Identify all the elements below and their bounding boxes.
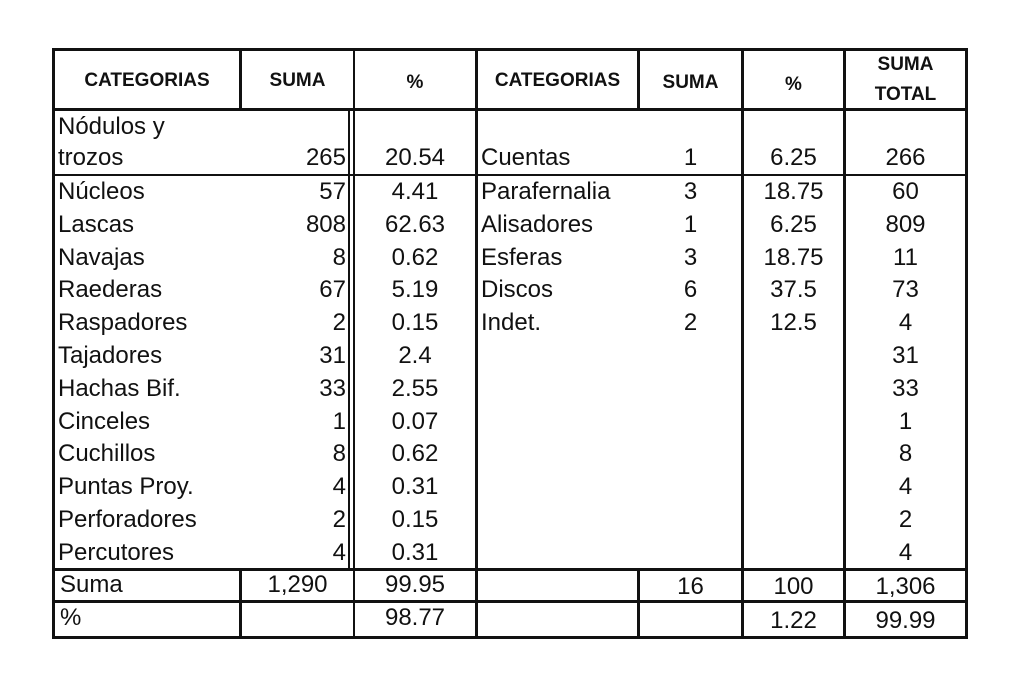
col-divider — [475, 48, 478, 639]
row-divider-header — [52, 108, 968, 111]
cell-suma-2: 1 — [683, 210, 698, 238]
cell-total: 2 — [898, 506, 913, 533]
cell-suma-2: 3 — [683, 178, 698, 205]
cell-category-1-continued: trozos — [58, 144, 124, 171]
cell-category-1: Puntas Proy. — [58, 473, 194, 501]
suma-row-suma1: 1,290 — [267, 571, 328, 598]
cell-category-1: Raspadores — [58, 309, 188, 337]
header-suma-total-line2: TOTAL — [874, 84, 937, 105]
cell-pct-2: 18.75 — [763, 178, 824, 205]
cell-total: 73 — [892, 276, 919, 304]
cell-suma-1: 8 — [332, 243, 346, 271]
cell-suma-1: 31 — [319, 342, 346, 369]
cell-suma-1: 265 — [305, 144, 346, 171]
suma-row-pct1: 99.95 — [384, 571, 446, 598]
cell-suma-1: 2 — [332, 309, 346, 337]
cell-pct-2: 37.5 — [770, 276, 817, 304]
cell-category-1: Navajas — [58, 243, 145, 271]
cell-pct-1: 0.15 — [391, 309, 439, 337]
cell-category-2: Cuentas — [481, 144, 571, 171]
cell-category-1: Raederas — [58, 276, 163, 304]
cell-category-1: Hachas Bif. — [58, 374, 181, 402]
cell-suma-1: 4 — [332, 538, 346, 566]
pct-row-total: 99.99 — [875, 607, 936, 634]
cell-pct-1: 2.55 — [391, 374, 439, 402]
cell-category-2: Parafernalia — [481, 178, 611, 205]
cell-total: 4 — [898, 309, 913, 337]
cell-category-1: Cuchillos — [58, 440, 156, 468]
cell-pct-2: 6.25 — [770, 210, 817, 238]
cell-pct-1: 20.54 — [384, 144, 446, 171]
cell-total: 4 — [898, 473, 913, 501]
cell-suma-1: 8 — [332, 440, 346, 468]
cell-suma-1: 57 — [319, 178, 346, 205]
cell-suma-2: 2 — [683, 309, 698, 337]
row-divider — [52, 568, 968, 571]
cell-pct-1: 2.4 — [398, 342, 432, 369]
cell-pct-1: 0.31 — [391, 538, 439, 566]
cell-total: 4 — [898, 538, 913, 566]
cell-suma-1: 33 — [319, 374, 346, 402]
cell-total: 11 — [893, 243, 918, 271]
pct-row-pct1: 98.77 — [384, 604, 446, 631]
suma-row-pct2: 100 — [773, 573, 814, 600]
cell-suma-1: 67 — [319, 276, 346, 304]
cell-suma-1: 1 — [332, 407, 346, 435]
cell-total: 31 — [892, 342, 919, 369]
cell-total: 266 — [885, 144, 926, 171]
cell-suma-2: 1 — [683, 144, 698, 171]
cell-category-2: Discos — [481, 276, 554, 304]
cell-total: 8 — [898, 440, 913, 468]
cell-suma-1: 808 — [305, 210, 346, 238]
cell-total: 33 — [892, 374, 919, 402]
table-border-left — [52, 48, 55, 639]
cell-suma-1: 4 — [332, 473, 346, 501]
cell-pct-1: 0.62 — [391, 440, 439, 468]
header-suma-total-line1: SUMA — [877, 54, 934, 75]
table-border-right — [965, 48, 968, 639]
col-divider — [741, 48, 744, 639]
header-categorias-2: CATEGORIAS — [494, 70, 621, 91]
cell-category-1: Tajadores — [58, 342, 163, 369]
suma-row-total: 1,306 — [875, 573, 936, 600]
cell-pct-1: 0.31 — [391, 473, 439, 501]
cell-category-2: Indet. — [481, 309, 542, 337]
cell-total: 809 — [885, 210, 926, 238]
cell-category-1: Lascas — [58, 210, 135, 238]
pct-row-pct2: 1.22 — [770, 607, 817, 634]
cell-pct-1: 5.19 — [391, 276, 439, 304]
cell-pct-1: 0.15 — [391, 506, 439, 533]
header-suma-1: SUMA — [269, 70, 326, 91]
cell-total: 60 — [892, 178, 919, 205]
header-pct-2: % — [785, 74, 802, 95]
cell-suma-1: 2 — [332, 506, 346, 533]
cell-pct-1: 0.62 — [391, 243, 439, 271]
cell-category-1: Nódulos y — [58, 113, 165, 140]
col-divider — [348, 110, 350, 569]
cell-category-1: Percutores — [58, 538, 175, 566]
header-suma-2: SUMA — [662, 72, 719, 93]
cell-pct-1: 62.63 — [384, 210, 446, 238]
header-pct-1: % — [406, 72, 424, 93]
cell-suma-2: 3 — [683, 243, 698, 271]
cell-pct-1: 4.41 — [391, 178, 439, 205]
cell-category-2: Esferas — [481, 243, 563, 271]
cell-total: 1 — [898, 407, 913, 435]
row-divider — [52, 174, 968, 176]
cell-category-1: Núcleos — [58, 178, 145, 205]
cell-category-1: Cinceles — [58, 407, 151, 435]
cell-pct-2: 12.5 — [770, 309, 817, 337]
table-border-top — [52, 48, 968, 51]
pct-row-label: % — [60, 604, 82, 631]
cell-category-2: Alisadores — [481, 210, 594, 238]
suma-row-label: Suma — [60, 571, 123, 598]
header-categorias-1: CATEGORIAS — [84, 70, 210, 91]
table-border-bottom — [52, 636, 968, 639]
suma-row-suma2: 16 — [677, 573, 704, 600]
cell-pct-1: 0.07 — [391, 407, 439, 435]
cell-suma-2: 6 — [683, 276, 698, 304]
cell-pct-2: 6.25 — [770, 144, 817, 171]
cell-category-1: Perforadores — [58, 506, 197, 533]
cell-pct-2: 18.75 — [763, 243, 824, 271]
